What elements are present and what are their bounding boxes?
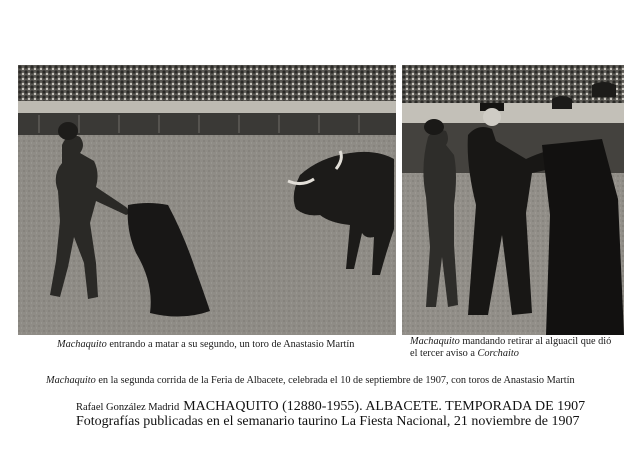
caption-right-photo-line2 (410, 348, 519, 361)
caption-left-name: Machaquito (57, 339, 107, 350)
caption-main-text: en la segunda corrida de la Feria de Albacete, celebrada el 10 de septiembre de 1907, con toros de Anastasio Martín (95, 375, 575, 386)
photo-matador-and-alguacil (402, 65, 624, 335)
caption-main-name: Machaquito (46, 375, 96, 386)
document-title: MACHAQUITO (12880-1955). ALBACETE. TEMPORADA DE 1907 (183, 399, 586, 414)
caption-right-text-line1: mandando retirar al alguacil que dió (459, 336, 612, 347)
caption-right-name: Machaquito (410, 336, 460, 347)
credit-line (76, 397, 585, 415)
photo-matador-and-bull (18, 65, 396, 335)
credit-author: Rafael González Madrid (76, 402, 180, 413)
caption-right-text-line2: el tercer aviso a (410, 348, 478, 359)
caption-main (46, 375, 575, 388)
publication-note: Fotografías publicadas en el semanario taurino La Fiesta Nacional, 21 noviembre de 1907 (76, 414, 580, 429)
caption-left-text: entrando a matar a su segundo, un toro de Anastasio Martín (106, 339, 355, 350)
caption-right-photo-line1 (410, 336, 611, 349)
caption-left-photo (57, 339, 354, 352)
caption-right-second-name: Corchaito (477, 348, 519, 359)
